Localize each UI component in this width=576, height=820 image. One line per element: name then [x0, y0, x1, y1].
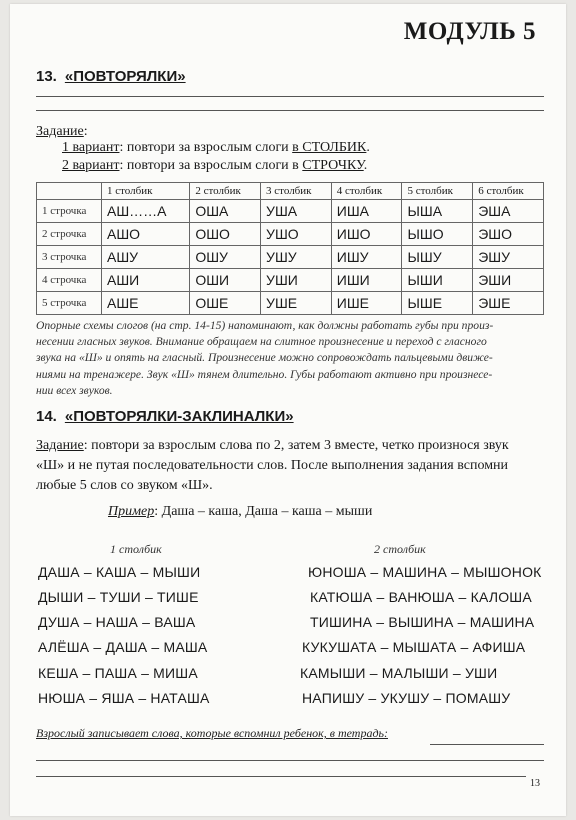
- column-header: 4 столбик: [331, 183, 402, 200]
- word-chain: КАТЮША – ВАНЮША – КАЛОША: [310, 589, 532, 605]
- section-13-heading: [36, 68, 186, 85]
- word-chain: АЛЁША – ДАША – МАША: [38, 639, 208, 655]
- syllable-cell: ИШУ: [331, 246, 402, 269]
- row-label: 1 строчка: [37, 200, 102, 223]
- table-header-row: [37, 183, 544, 200]
- final-note: Взрослый записывает слова, которые вспомнил ребенок, в тетрадь:: [36, 726, 388, 740]
- syllable-cell: ОШИ: [190, 269, 261, 292]
- syllable-cell: ОШЕ: [190, 292, 261, 315]
- syllable-cell: ИШО: [331, 223, 402, 246]
- variant-1-target: в СТОЛБИК: [292, 140, 367, 155]
- syllable-cell: УША: [261, 200, 332, 223]
- syllable-cell: ЫША: [402, 200, 473, 223]
- variant-1-label: 1 вариант: [62, 140, 120, 155]
- column-header: 1 столбик: [102, 183, 190, 200]
- section-13-title: «ПОВТОРЯЛКИ»: [64, 68, 186, 85]
- answer-line: [36, 760, 544, 761]
- syllable-cell: ИШЕ: [331, 292, 402, 315]
- column-1-header: 1 столбик: [110, 542, 162, 556]
- word-chain: ДЫШИ – ТУШИ – ТИШЕ: [38, 589, 199, 605]
- section-14-task: Задание: повтори за взрослым слова по 2, затем 3 вместе, четко произнося звук «Ш» и не путая последовательности слов. После выполнения задания вспомни любые 5 слов со звуком «Ш».: [36, 438, 509, 493]
- word-chain: ТИШИНА – ВЫШИНА – МАШИНА: [310, 614, 535, 630]
- syllable-cell: УШО: [261, 223, 332, 246]
- example-line: Пример: Даша – каша, Даша – каша – мыши: [108, 504, 373, 519]
- syllable-cell: ЫШО: [402, 223, 473, 246]
- syllable-cell: УШИ: [261, 269, 332, 292]
- syllable-cell: ЭШУ: [473, 246, 544, 269]
- answer-line: [36, 110, 544, 111]
- word-chain: КАМЫШИ – МАЛЫШИ – УШИ: [300, 665, 498, 681]
- syllable-cell: ЭШЕ: [473, 292, 544, 315]
- syllable-cell: ОША: [190, 200, 261, 223]
- syllable-table: [36, 182, 544, 315]
- column-2-header: 2 столбик: [374, 542, 426, 556]
- table-row: [37, 292, 544, 315]
- column-header: 5 столбик: [402, 183, 473, 200]
- workbook-page: [10, 4, 566, 816]
- syllable-cell: УШЕ: [261, 292, 332, 315]
- row-label: 2 строчка: [37, 223, 102, 246]
- syllable-cell: ЭША: [473, 200, 544, 223]
- section-13-task-label: Задание:: [36, 124, 88, 139]
- syllable-cell: ЫШУ: [402, 246, 473, 269]
- section-14-heading: [36, 408, 294, 425]
- word-chain: КУКУШАТА – МЫШАТА – АФИША: [302, 639, 526, 655]
- syllable-cell: УШУ: [261, 246, 332, 269]
- answer-line: [36, 96, 544, 97]
- word-chain: ДУША – НАША – ВАША: [38, 614, 196, 630]
- row-label: 4 строчка: [37, 269, 102, 292]
- variant-1-line: 1 вариант: повтори за взрослым слоги в СТОЛБИК.: [62, 140, 370, 155]
- syllable-cell: ОШО: [190, 223, 261, 246]
- example-label: Пример: [108, 504, 155, 519]
- syllable-cell: АШИ: [102, 269, 190, 292]
- syllable-cell: ИШИ: [331, 269, 402, 292]
- section-13-number: 13.: [36, 68, 57, 85]
- variant-2-label: 2 вариант: [62, 158, 120, 173]
- row-label: 3 строчка: [37, 246, 102, 269]
- syllable-cell: АШО: [102, 223, 190, 246]
- syllable-cell: АШУ: [102, 246, 190, 269]
- answer-line: [36, 776, 526, 777]
- page-number: 13: [530, 778, 540, 789]
- syllable-cell: ЭШИ: [473, 269, 544, 292]
- column-header: 6 столбик: [473, 183, 544, 200]
- syllable-cell: ЫШИ: [402, 269, 473, 292]
- section-14-title: «ПОВТОРЯЛКИ-ЗАКЛИНАЛКИ»: [64, 408, 294, 425]
- word-chain: ЮНОША – МАШИНА – МЫШОНОК: [308, 564, 542, 580]
- column-header: 3 столбик: [261, 183, 332, 200]
- word-chain: НАПИШУ – УКУШУ – ПОМАШУ: [302, 690, 511, 706]
- variant-2-line: 2 вариант: повтори за взрослым слоги в СТРОЧКУ.: [62, 158, 368, 173]
- section-14-number: 14.: [36, 408, 57, 425]
- section-13-note: Опорные схемы слогов (на стр. 14-15) напоминают, как должны работать губы при произ- несении гласных звуков. Внимание обращаем на слитное произнесение и переход с гласного звука на «Ш» и опять на гласный. Произнесение можно сопровождать пальцевыми движе- ниями на тренажере. Звук «Ш» тянем длительно. Губы работают активно при произнесе- нии всех звуков.: [36, 319, 494, 397]
- table-row: [37, 269, 544, 292]
- syllable-cell: ЫШЕ: [402, 292, 473, 315]
- answer-line: [430, 744, 544, 745]
- syllable-cell: АШ……А: [102, 200, 190, 223]
- syllable-cell: АШЕ: [102, 292, 190, 315]
- syllable-cell: ИША: [331, 200, 402, 223]
- table-row: [37, 246, 544, 269]
- word-chain: КЕША – ПАША – МИША: [38, 665, 198, 681]
- syllable-cell: ОШУ: [190, 246, 261, 269]
- column-header: 2 столбик: [190, 183, 261, 200]
- syllable-cell: ЭШО: [473, 223, 544, 246]
- module-title: МОДУЛЬ 5: [403, 18, 536, 45]
- word-chain: ДАША – КАША – МЫШИ: [38, 564, 201, 580]
- word-chain: НЮША – ЯША – НАТАША: [38, 690, 210, 706]
- variant-2-target: СТРОЧКУ: [302, 158, 364, 173]
- table-row: [37, 223, 544, 246]
- table-row: [37, 200, 544, 223]
- row-label: 5 строчка: [37, 292, 102, 315]
